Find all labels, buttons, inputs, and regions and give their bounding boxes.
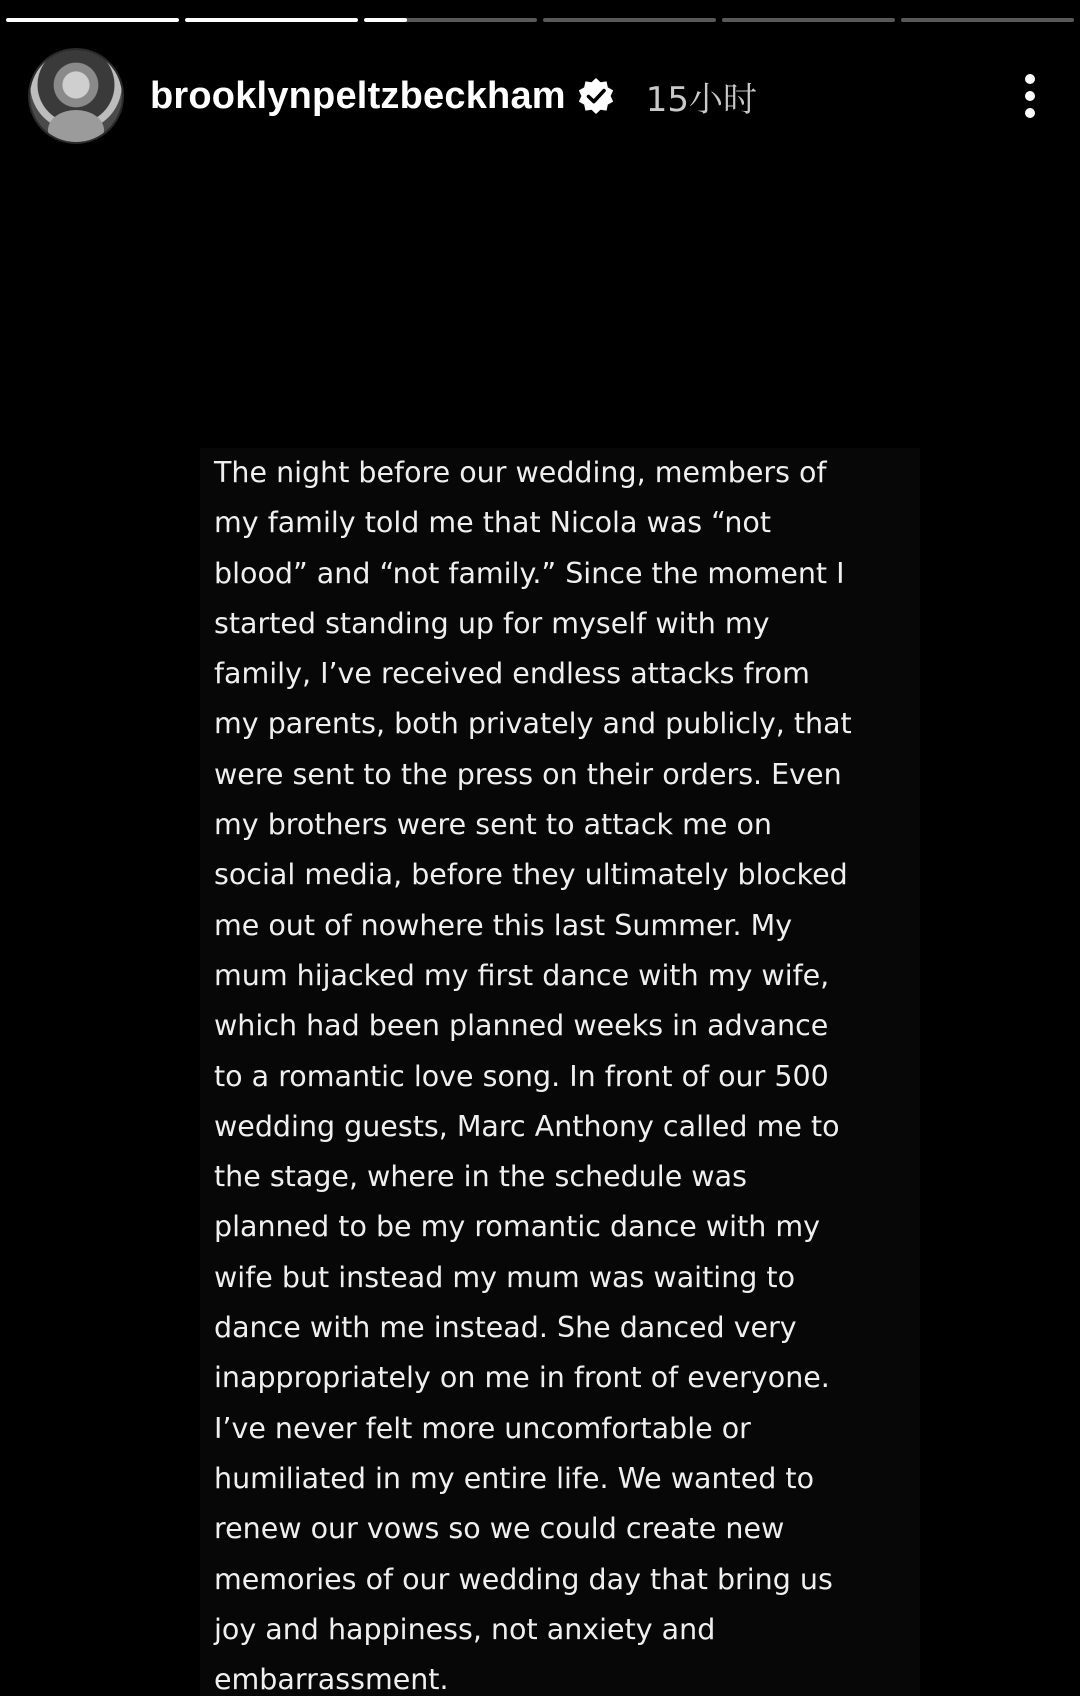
verified-badge-icon <box>576 76 616 116</box>
story-progress-fill <box>185 18 358 22</box>
story-progress-bars <box>6 18 1074 23</box>
story-progress-fill-current <box>364 18 407 22</box>
story-text-line: my brothers were sent to attack me on <box>214 808 772 842</box>
post-timestamp: 15小时 <box>645 79 758 120</box>
story-text-line: dance with me instead. She danced very <box>214 1311 797 1345</box>
story-text-line: family, I’ve received endless attacks from <box>214 657 810 691</box>
story-progress-segment-3 <box>364 18 537 22</box>
story-text-line: mum hijacked my first dance with my wife, <box>214 958 830 992</box>
story-progress-segment-5 <box>722 18 895 22</box>
story-text-line: I’ve never felt more uncomfortable or <box>214 1411 751 1445</box>
story-text-line: planned to be my romantic dance with my <box>214 1210 821 1244</box>
more-vertical-icon <box>1025 91 1035 101</box>
story-text-line: embarrassment. <box>214 1663 449 1696</box>
story-progress-segment-1 <box>6 18 179 22</box>
story-text-line: me out of nowhere this last Summer. My <box>214 908 793 942</box>
story-text-line: The night before our wedding, members of <box>214 456 827 489</box>
story-progress-segment-6 <box>901 18 1074 22</box>
avatar[interactable] <box>28 48 124 144</box>
story-text-line: memories of our wedding day that bring us <box>214 1562 833 1596</box>
story-text-line: blood” and “not family.” Since the moment I <box>214 556 845 590</box>
story-text-line: renew our vows so we could create new <box>214 1512 785 1546</box>
story-body-text <box>200 448 920 1696</box>
story-text-line: my parents, both privately and publicly, that <box>214 707 852 741</box>
story-text-line: inappropriately on me in front of everyone. <box>214 1361 830 1395</box>
story-text-line: humiliated in my entire life. We wanted to <box>214 1461 815 1495</box>
story-progress-segment-4 <box>543 18 716 22</box>
story-text-line: wife but instead my mum was waiting to <box>214 1260 796 1294</box>
story-text-line: started standing up for myself with my <box>214 606 770 640</box>
story-text-card <box>200 448 920 1696</box>
story-text-line: the stage, where in the schedule was <box>214 1160 747 1194</box>
story-header <box>28 48 1068 144</box>
story-progress-fill <box>6 18 179 22</box>
story-text-line: my family told me that Nicola was “not <box>214 506 772 540</box>
story-text-line: joy and happiness, not anxiety and <box>214 1612 716 1646</box>
story-text-line: which had been planned weeks in advance <box>214 1009 829 1043</box>
story-text-line: social media, before they ultimately blocked <box>214 858 848 892</box>
more-vertical-icon <box>1025 74 1035 84</box>
story-progress-segment-2 <box>185 18 358 22</box>
story-text-line: wedding guests, Marc Anthony called me to <box>214 1109 840 1143</box>
username[interactable]: brooklynpeltzbeckham <box>150 74 566 117</box>
story-text-line: were sent to the press on their orders. Even <box>214 757 842 791</box>
more-options-button[interactable] <box>1010 66 1050 126</box>
story-text-line: to a romantic love song. In front of our 500 <box>214 1059 829 1093</box>
more-vertical-icon <box>1025 108 1035 118</box>
